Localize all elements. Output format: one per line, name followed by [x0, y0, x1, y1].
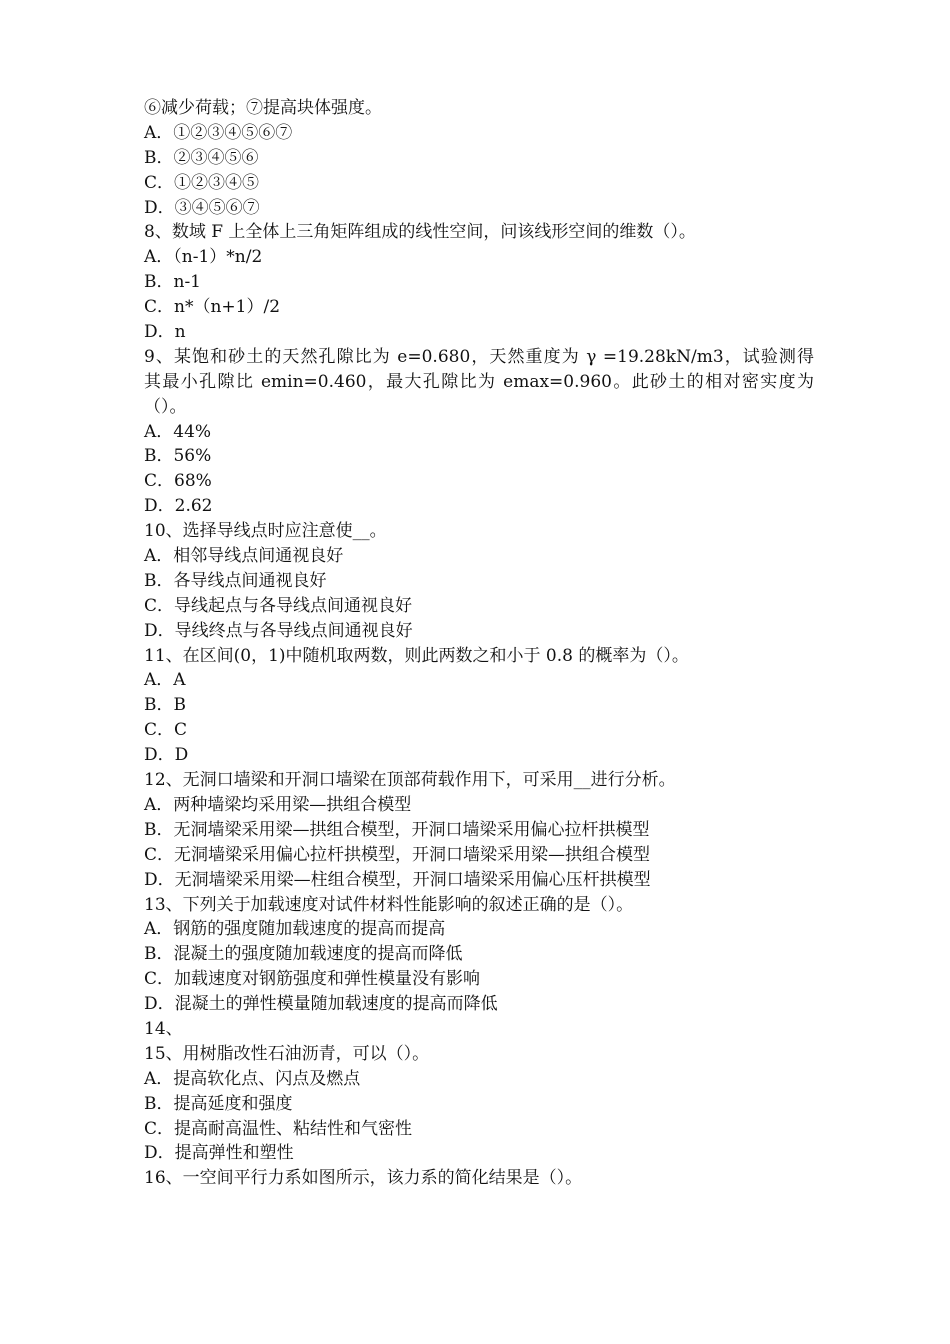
- option-c: C．C: [144, 720, 188, 741]
- option-b: B．混凝土的强度随加载速度的提高而降低: [144, 944, 463, 965]
- option-d: D．混凝土的弹性模量随加载速度的提高而降低: [144, 994, 498, 1015]
- question-14: 14、: [144, 1018, 183, 1039]
- option-d: D．D: [144, 745, 189, 766]
- question-9-line-1: 9、某饱和砂土的天然孔隙比为 e=0.680，天然重度为 γ =19.28kN/m3，试验测得: [144, 346, 814, 367]
- option-b: B．B: [144, 695, 186, 716]
- option-d: D．无洞墙梁采用梁—柱组合模型，开洞口墙梁采用偏心压杆拱模型: [144, 869, 651, 890]
- option-c: C．①②③④⑤: [144, 172, 260, 193]
- option-d: D．提高弹性和塑性: [144, 1143, 294, 1164]
- option-a: A．44%: [144, 421, 212, 442]
- question-10: 10、选择导线点时应注意使__。: [144, 521, 387, 542]
- option-b: B．无洞墙梁采用梁—拱组合模型，开洞口墙梁采用偏心拉杆拱模型: [144, 819, 650, 840]
- option-d: D．③④⑤⑥⑦: [144, 197, 260, 218]
- question-12: 12、无洞口墙梁和开洞口墙梁在顶部荷载作用下，可采用__进行分析。: [144, 770, 676, 791]
- text-line: ⑥减少荷载；⑦提高块体强度。: [144, 98, 382, 118]
- question-9-line-3: （）。: [144, 396, 187, 417]
- option-d: D．n: [144, 322, 186, 343]
- option-a: A．（n-1）*n/2: [144, 247, 263, 268]
- option-c: C．n*（n+1）/2: [144, 297, 281, 318]
- question-15: 15、用树脂改性石油沥青，可以（）。: [144, 1043, 430, 1064]
- question-13: 13、下列关于加载速度对试件材料性能影响的叙述正确的是（）。: [144, 894, 634, 915]
- option-b: B．各导线点间通视良好: [144, 570, 327, 591]
- question-8: 8、数域 F 上全体上三角矩阵组成的线性空间，问该线形空间的维数（）。: [144, 222, 696, 243]
- option-c: C．68%: [144, 471, 212, 492]
- question-11: 11、在区间(0，1)中随机取两数，则此两数之和小于 0.8 的概率为（）。: [144, 645, 689, 666]
- option-b: B．提高延度和强度: [144, 1093, 293, 1114]
- option-a: A．提高软化点、闪点及燃点: [144, 1068, 361, 1089]
- option-c: C．无洞墙梁采用偏心拉杆拱模型，开洞口墙梁采用梁—拱组合模型: [144, 844, 651, 865]
- question-16: 16、一空间平行力系如图所示，该力系的简化结果是（）。: [144, 1168, 583, 1189]
- option-a: A．两种墙梁均采用梁—拱组合模型: [144, 794, 412, 815]
- option-a: A．钢筋的强度随加载速度的提高而提高: [144, 919, 446, 940]
- option-b: B．n-1: [144, 272, 202, 293]
- option-c: C．提高耐高温性、粘结性和气密性: [144, 1118, 413, 1139]
- option-a: A．A: [144, 670, 186, 691]
- question-9-line-2: 其最小孔隙比 emin=0.460，最大孔隙比为 emax=0.960。此砂土的相对密实度为: [144, 371, 814, 392]
- option-d: D．2.62: [144, 496, 213, 517]
- option-c: C．导线起点与各导线点间通视良好: [144, 595, 413, 616]
- option-a: A．①②③④⑤⑥⑦: [144, 122, 293, 143]
- document-page: [144, 96, 814, 1191]
- option-b: B．②③④⑤⑥: [144, 147, 259, 168]
- option-d: D．导线终点与各导线点间通视良好: [144, 620, 413, 641]
- option-b: B．56%: [144, 446, 212, 467]
- option-c: C．加载速度对钢筋强度和弹性模量没有影响: [144, 969, 481, 990]
- option-a: A．相邻导线点间通视良好: [144, 546, 344, 567]
